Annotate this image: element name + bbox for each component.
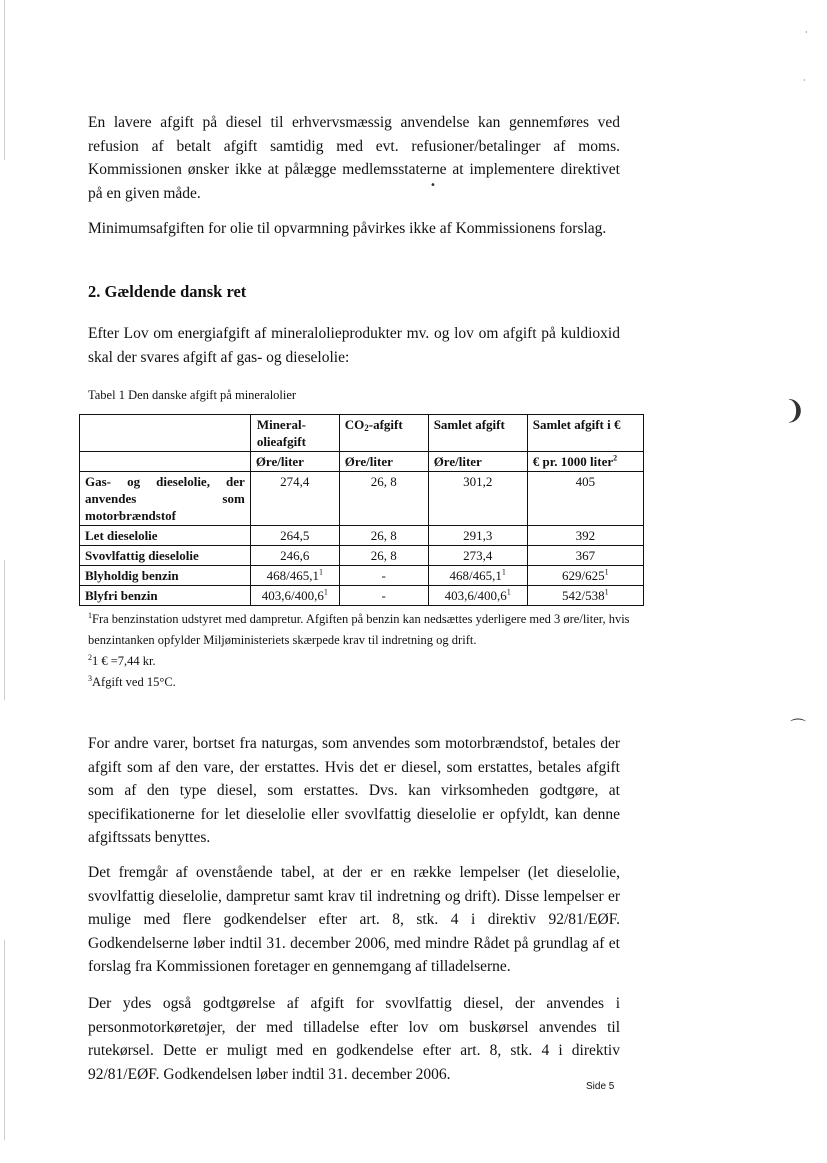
table-units-row	[80, 452, 644, 472]
cell-samlet-afgift-eur: 392	[527, 526, 643, 546]
unit-col2: Øre/liter	[339, 452, 428, 472]
paragraph-andre-varer: For andre varer, bortset fra naturgas, som anvendes som motorbrændstof, betales der afgift som af den vare, der erstattes. Hvis det er diesel, som erstattes, betales afgift som af den type diesel, som erstattes. Dvs. kan virksomheden godtgøre, at specifikationerne for let dieselolie eller svovlfattig dieselolie er opfyldt, kan denne afgiftssats benyttes.	[88, 735, 620, 846]
scan-edge-line	[4, 0, 5, 160]
cell-mineralolieafgift: 264,5	[250, 526, 339, 546]
row-label: Gas- og dieselolie, der anvendes som motorbrændstof	[80, 472, 251, 526]
scan-artifact-icon: ·	[805, 28, 808, 37]
table-row	[80, 586, 644, 606]
cell-samlet-afgift-eur: $542/538^1$	[527, 586, 643, 606]
scan-artifact-icon: ·	[803, 76, 806, 85]
unit-col4: € pr. 1000 liter$^2$	[527, 452, 643, 472]
cell-samlet-afgift: 301,2	[428, 472, 527, 526]
cell-samlet-afgift: 403,6/400,6$^1$	[428, 586, 527, 606]
row-label: Blyholdig benzin	[80, 566, 251, 586]
header-samlet-afgift: Samlet afgift	[428, 415, 527, 452]
scan-edge-line	[4, 560, 5, 700]
page-number: Side 5	[586, 1081, 615, 1092]
paragraph-minimumsafgift: Minimumsafgiften for olie til opvarmning påvirkes ikke af Kommissionens forslag.	[88, 220, 607, 237]
table-row	[80, 546, 644, 566]
paragraph-godtgoerelse: Der ydes også godtgørelse af afgift for svovlfattig diesel, der anvendes i personmotorkøretøjer, der med tilladelse efter lov om buskørsel anvendes til rutekørsel. Dette er muligt med en godkendelse efter art. 8, stk. 4 i direktiv 92/81/EØF. Godkendelsen løber indtil 31. december 2006.	[88, 995, 620, 1083]
cell-co2-afgift: 26, 8	[339, 546, 428, 566]
cell-mineralolieafgift: 274,4	[250, 472, 339, 526]
paragraph-lov: Efter Lov om energiafgift af mineralolieprodukter mv. og lov om afgift på kuldioxid skal der svares afgift af gas- og dieselolie:	[88, 325, 620, 366]
scan-artifact-icon: ⌒	[790, 717, 807, 736]
cell-co2-afgift: -	[339, 586, 428, 606]
cell-samlet-afgift-eur: $629/625^1$	[527, 566, 643, 586]
row-label: Let dieselolie	[80, 526, 251, 546]
table-footnotes	[88, 609, 633, 693]
table-units-corner	[80, 452, 251, 472]
unit-col1: Øre/liter	[250, 452, 339, 472]
cell-mineralolieafgift: 468/465,1$^1$	[250, 566, 339, 586]
table-header-row	[80, 415, 644, 452]
header-mineralolieafgift: Mineral- olieafgift	[250, 415, 339, 452]
cell-co2-afgift: -	[339, 566, 428, 586]
section-heading: 2. Gældende dansk ret	[88, 282, 247, 301]
scan-edge-line	[4, 940, 5, 1140]
header-samlet-afgift-eur: Samlet afgift i €	[527, 415, 643, 452]
paragraph-lempelser: Det fremgår af ovenstående tabel, at der er en række lempelser (let dieselolie, svovlfattig dieselolie, dampretur samt krav til indretning og drift). Disse lempelser er mulige med flere godkendelser efter art. 8, stk. 4 i direktiv 92/81/EØF. Godkendelserne løber indtil 31. december 2006, med mindre Rådet på grundlag af et forslag fra Kommissionen foretager en gennemgang af tilladelserne.	[88, 864, 620, 975]
paragraph-refusion: En lavere afgift på diesel til erhvervsmæssig anvendelse kan gennemføres ved refusion af betalt afgift samtidig med evt. refusioner/betalinger af moms. Kommissionen ønsker ikke at pålægge medlemsstaterne at implementere direktivet på en given måde.	[88, 114, 620, 202]
cell-samlet-afgift: 468/465,1$^1$	[428, 566, 527, 586]
cell-samlet-afgift: 273,4	[428, 546, 527, 566]
unit-col3: Øre/liter	[428, 452, 527, 472]
footnote-1: $^1$Fra benzinstation udstyret med dampretur. Afgiften på benzin kan nedsættes yderligere med 3 øre/liter, hvis benzintanken opfylder Miljøministeriets skærpede krav til indretning og drift.	[88, 610, 630, 647]
cell-co2-afgift: 26, 8	[339, 472, 428, 526]
scan-artifact-icon: •	[430, 180, 436, 191]
tax-table	[79, 414, 644, 606]
table-row	[80, 526, 644, 546]
row-label: Svovlfattig dieselolie	[80, 546, 251, 566]
cell-mineralolieafgift: 403,6/400,6$^1$	[250, 586, 339, 606]
cell-co2-afgift: 26, 8	[339, 526, 428, 546]
table-row	[80, 566, 644, 586]
row-label: Blyfri benzin	[80, 586, 251, 606]
table-corner-cell	[80, 415, 251, 452]
footnote-2: $^2$1 € =7,44 kr.	[88, 652, 156, 668]
cell-samlet-afgift-eur: 405	[527, 472, 643, 526]
table-caption: Tabel 1 Den danske afgift på mineralolier	[88, 388, 297, 402]
footnote-3: $^3$Afgift ved 15°C.	[88, 673, 176, 689]
scan-artifact-icon: ❩	[784, 396, 806, 426]
cell-samlet-afgift-eur: 367	[527, 546, 643, 566]
header-co2-afgift: $CO_2$-afgift	[339, 415, 428, 452]
table-row	[80, 472, 644, 526]
cell-samlet-afgift: 291,3	[428, 526, 527, 546]
cell-mineralolieafgift: 246,6	[250, 546, 339, 566]
